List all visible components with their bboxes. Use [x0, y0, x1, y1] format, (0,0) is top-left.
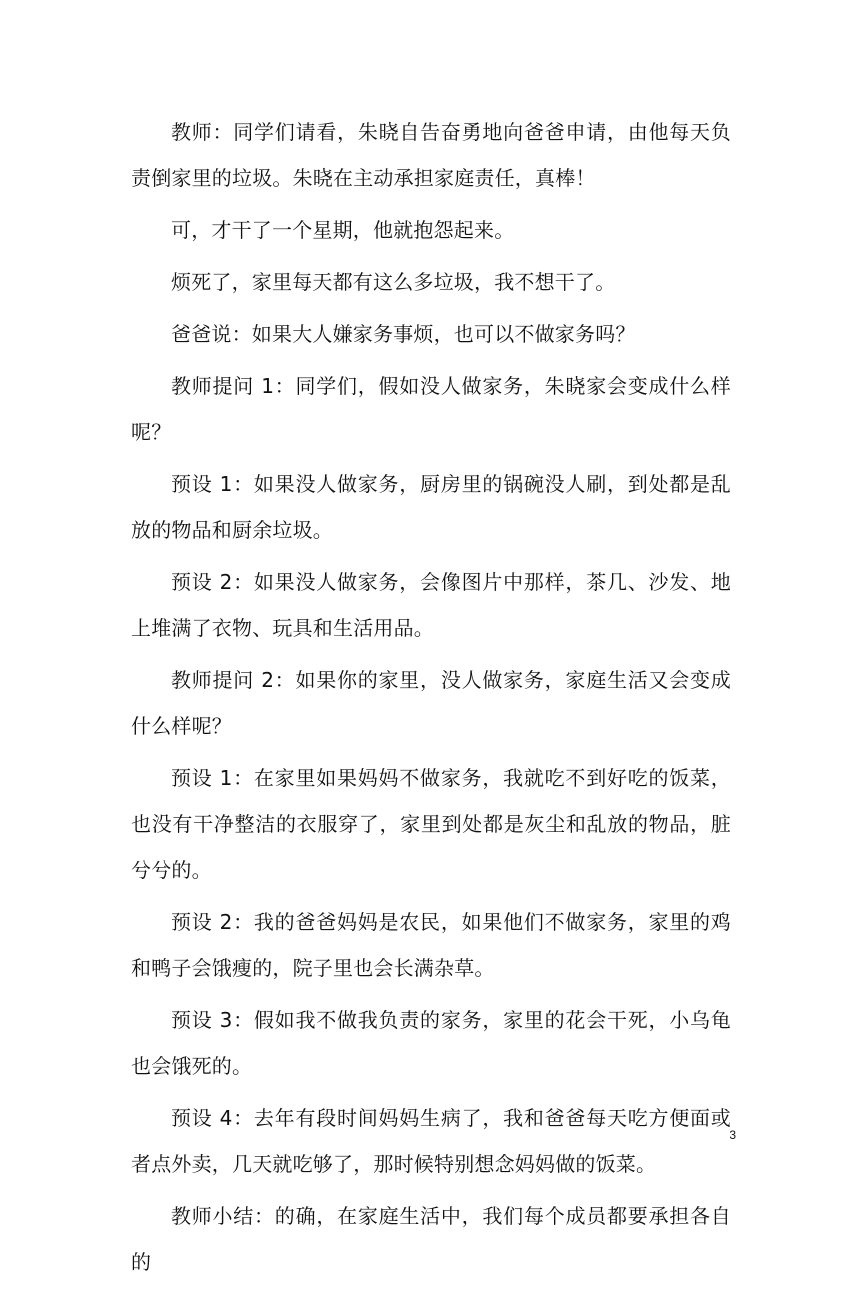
paragraph-teacher-question-2: 教师提问 2：如果你的家里，没人做家务，家庭生活又会变成什么样呢？ — [131, 668, 731, 738]
paragraph-preset-4: 预设 4：去年有段时间妈妈生病了，我和爸爸每天吃方便面或者点外卖，几天就吃够了，那时候特别想念妈妈做的饭菜。 — [131, 1106, 731, 1176]
paragraph-preset-1b: 预设 1：在家里如果妈妈不做家务，我就吃不到好吃的饭菜，也没有干净整洁的衣服穿了，家里到处都是灰尘和乱放的物品，脏兮兮的。 — [131, 766, 731, 882]
paragraph-preset-1a: 预设 1：如果没人做家务，厨房里的锅碗没人刷，到处都是乱放的物品和厨余垃圾。 — [131, 472, 731, 542]
paragraph-preset-3: 预设 3：假如我不做我负责的家务，家里的花会干死，小乌龟也会饿死的。 — [131, 1008, 731, 1078]
paragraph-father-question: 爸爸说：如果大人嫌家务事烦，也可以不做家务吗？ — [171, 322, 636, 346]
paragraph-preset-2b: 预设 2：我的爸爸妈妈是农民，如果他们不做家务，家里的鸡和鸭子会饿瘦的，院子里也会长满杂草。 — [131, 910, 731, 980]
page-number: 3 — [729, 1128, 736, 1142]
paragraph-complaint-quote: 烦死了，家里每天都有这么多垃圾，我不想干了。 — [171, 270, 616, 294]
paragraph-teacher-question-1: 教师提问 1：同学们，假如没人做家务，朱晓家会变成什么样呢？ — [131, 374, 731, 444]
paragraph-complaint-start: 可，才干了一个星期，他就抱怨起来。 — [171, 218, 515, 242]
paragraph-preset-2a: 预设 2：如果没人做家务，会像图片中那样，茶几、沙发、地上堆满了衣物、玩具和生活用品。 — [131, 570, 731, 640]
paragraph-teacher-intro: 教师：同学们请看，朱晓自告奋勇地向爸爸申请，由他每天负责倒家里的垃圾。朱晓在主动承担家庭责任，真棒！ — [131, 120, 731, 190]
document-body — [131, 109, 731, 1291]
paragraph-teacher-summary: 教师小结：的确，在家庭生活中，我们每个成员都要承担各自的 — [131, 1204, 731, 1274]
